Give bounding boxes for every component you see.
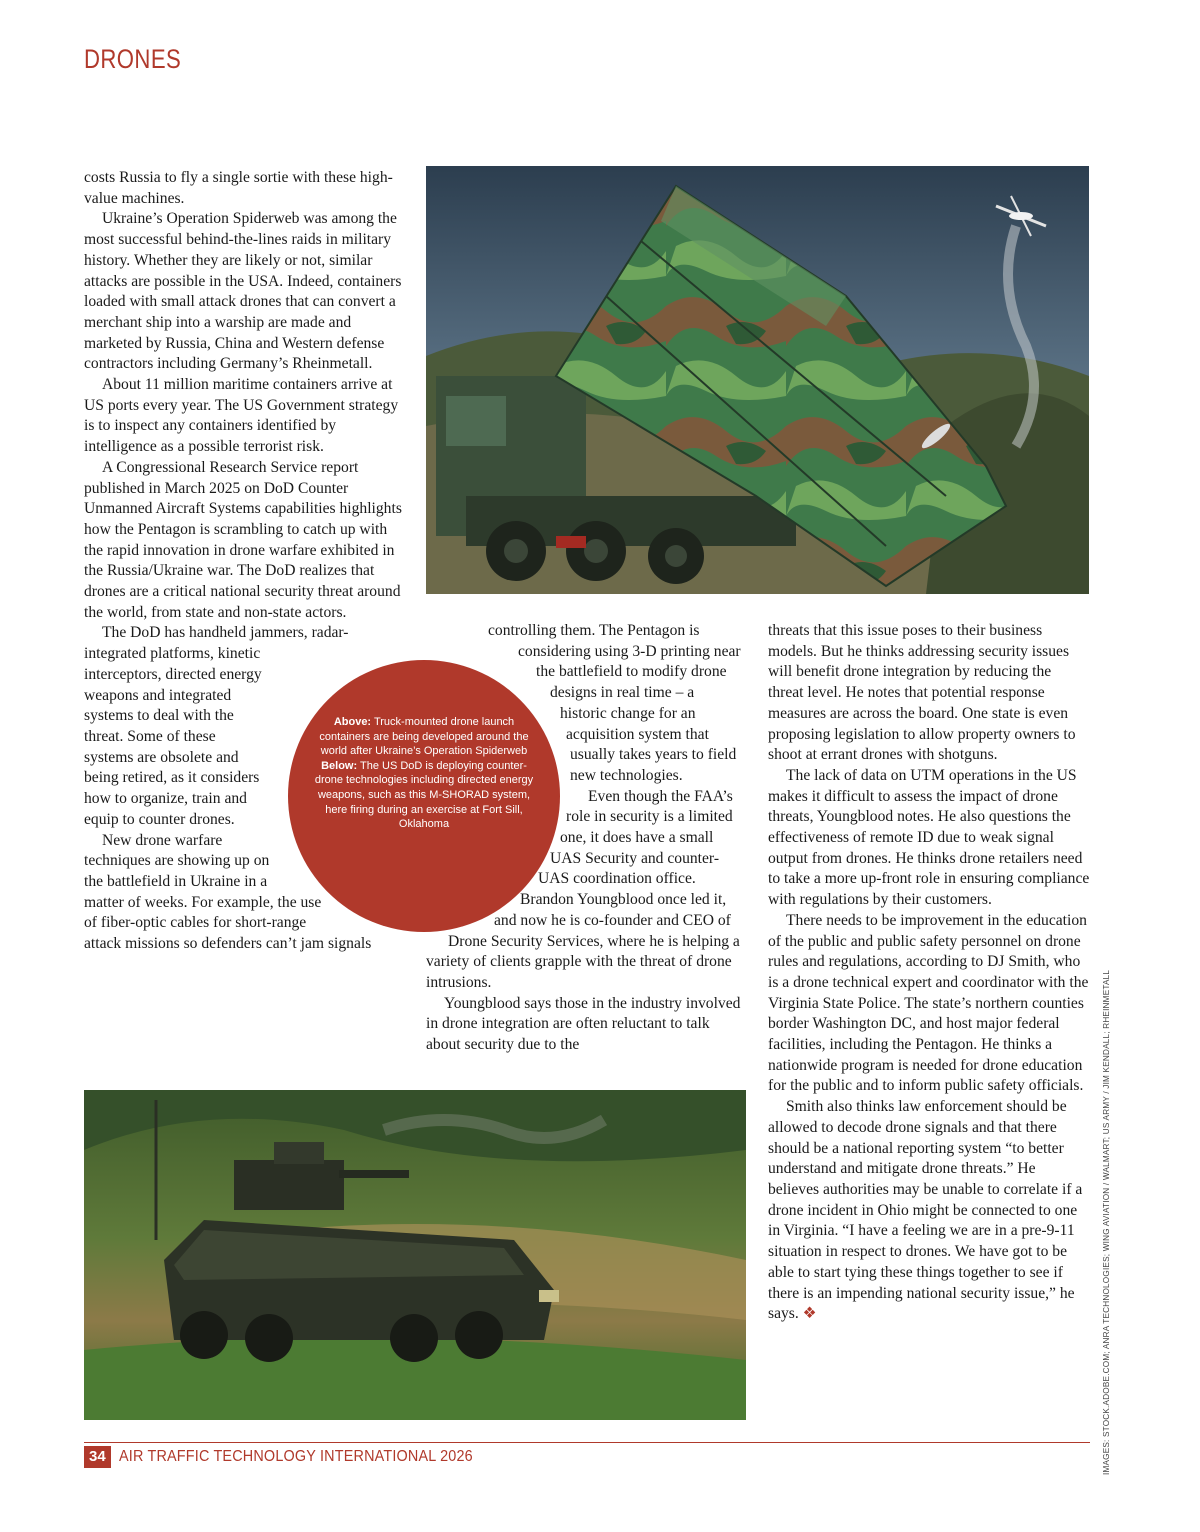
photo-mshorad-vehicle: [84, 1090, 746, 1420]
col2-paragraph: Even though the FAA’s role in security is a limited one, it does have a small UAS Security and counter-UAS coordination office. Brandon Youngblood once led it, and now he is co-founder and CEO of Drone Security Services, where he is helping a variety of clients grapple with the threat of drone intrusions.: [426, 787, 740, 991]
image-credits: IMAGES: STOCK.ADOBE.COM; ANRA TECHNOLOGIES; WING AVIATION / WALMART; US ARMY / JIM KENDALL; RHEINMETALL: [1102, 969, 1111, 1475]
end-mark-icon: ❖: [802, 1305, 817, 1323]
col2-paragraph: controlling them. The Pentagon is considering using 3-D printing near the battlefield to modify drone designs in real time – a historic change for an acquisition system that usually takes years to field new technologies.: [488, 622, 741, 784]
photo-drone-launch-container: [426, 166, 1089, 594]
photo-caption: [288, 660, 560, 932]
col3-paragraph: [768, 1097, 1090, 1325]
caption-above-text: Truck-mounted drone launch containers are being developed around the world after Ukraine’s Operation Spiderweb: [319, 716, 529, 758]
caption-below-label: Below:: [321, 759, 358, 772]
caption-above-label: Above:: [333, 716, 372, 728]
col3-paragraph: The lack of data on UTM operations in the US makes it difficult to assess the impact of drone threats, Youngblood notes. He also questions the effectiveness of remote ID due to weak signal output from drones. He thinks drone retailers need to take a more up-front role in ensuring compliance with regulations by their customers.: [768, 766, 1090, 909]
col3-paragraph: threats that this issue poses to their business models. But he thinks addressing security issues will benefit drone integration by reducing the threat level. He notes that potential response measures are across the board. One state is even proposing legislation to allow property owners to shoot at errant drones with shotguns.: [768, 622, 1076, 764]
publication-title: AIR TRAFFIC TECHNOLOGY INTERNATIONAL 2026: [118, 1448, 473, 1465]
caption-below-text: The US DoD is deploying counter-drone technologies including directed energy weapons, such as this M-SHORAD system, here firing during an exercise at Fort Sill, Oklahoma: [314, 759, 534, 831]
page-footer: [84, 1446, 512, 1468]
col1-paragraph: costs Russia to fly a single sortie with these high-value machines.: [84, 169, 393, 207]
article-column-3: [768, 621, 1090, 1325]
col1-paragraph: About 11 million maritime containers arrive at US ports every year. The US Government strategy is to inspect any containers identified by intelligence as a possible terrorist risk.: [84, 376, 399, 456]
col3-final-text: Smith also thinks law enforcement should be allowed to decode drone signals and that there should be a national reporting system “to better understand and mitigate drone threats.” He believes authorities may be unable to correlate if a drone incident in Ohio might be connected to one in Virginia. “I have a feeling we are in a pre-9-11 situation in respect to drones. We have got to be able to start tying these things together to see if there is an impending national security issue,” he says.: [768, 1098, 1083, 1323]
page-number: 34: [84, 1446, 111, 1468]
section-label: DRONES: [84, 44, 182, 74]
col2-paragraph: Youngblood says those in the industry involved in drone integration are often reluctant to talk about security due to the: [426, 994, 741, 1054]
col1-paragraph: Ukraine’s Operation Spiderweb was among the most successful behind-the-lines raids in military history. Whether they are likely or not, similar attacks are possible in the USA. Indeed, containers loaded with small attack drones that can convert a merchant ship into a warship are made and marketed by Russia, China and Western defense contractors including Germany’s Rheinmetall.: [84, 210, 402, 373]
col1-paragraph: A Congressional Research Service report published in March 2025 on DoD Counter Unmanned Aircraft Systems capabilities highlights how the Pentagon is scrambling to catch up with the rapid innovation in drone warfare exhibited in the Russia/Ukraine war. The DoD realizes that drones are a critical national security threat around the world, from state and non-state actors.: [84, 458, 402, 621]
col3-paragraph: There needs to be improvement in the education of the public and public safety personnel on drone rules and regulations, according to DJ Smith, who is a drone technical expert and coordinator with the Virginia State Police. The state’s northern counties border Washington DC, and host major federal facilities, including the Pentagon. He thinks a nationwide program is needed for drone education for the public and to inform public safety officials.: [768, 911, 1089, 1095]
col1-paragraph: The DoD has handheld jammers, radar-integrated platforms, kinetic interceptors, directed energy weapons and integrated systems to deal with the threat. Some of these systems are obsolete and being retired, as it considers how to organize, train and equip to counter drones.: [84, 624, 349, 828]
col1-paragraph: New drone warfare techniques are showing up on the battlefield in Ukraine in a matter of weeks. For example, the use of fiber-optic cables for short-range attack missions so defenders can’t jam signals: [84, 831, 372, 953]
footer-divider: [84, 1442, 1090, 1443]
